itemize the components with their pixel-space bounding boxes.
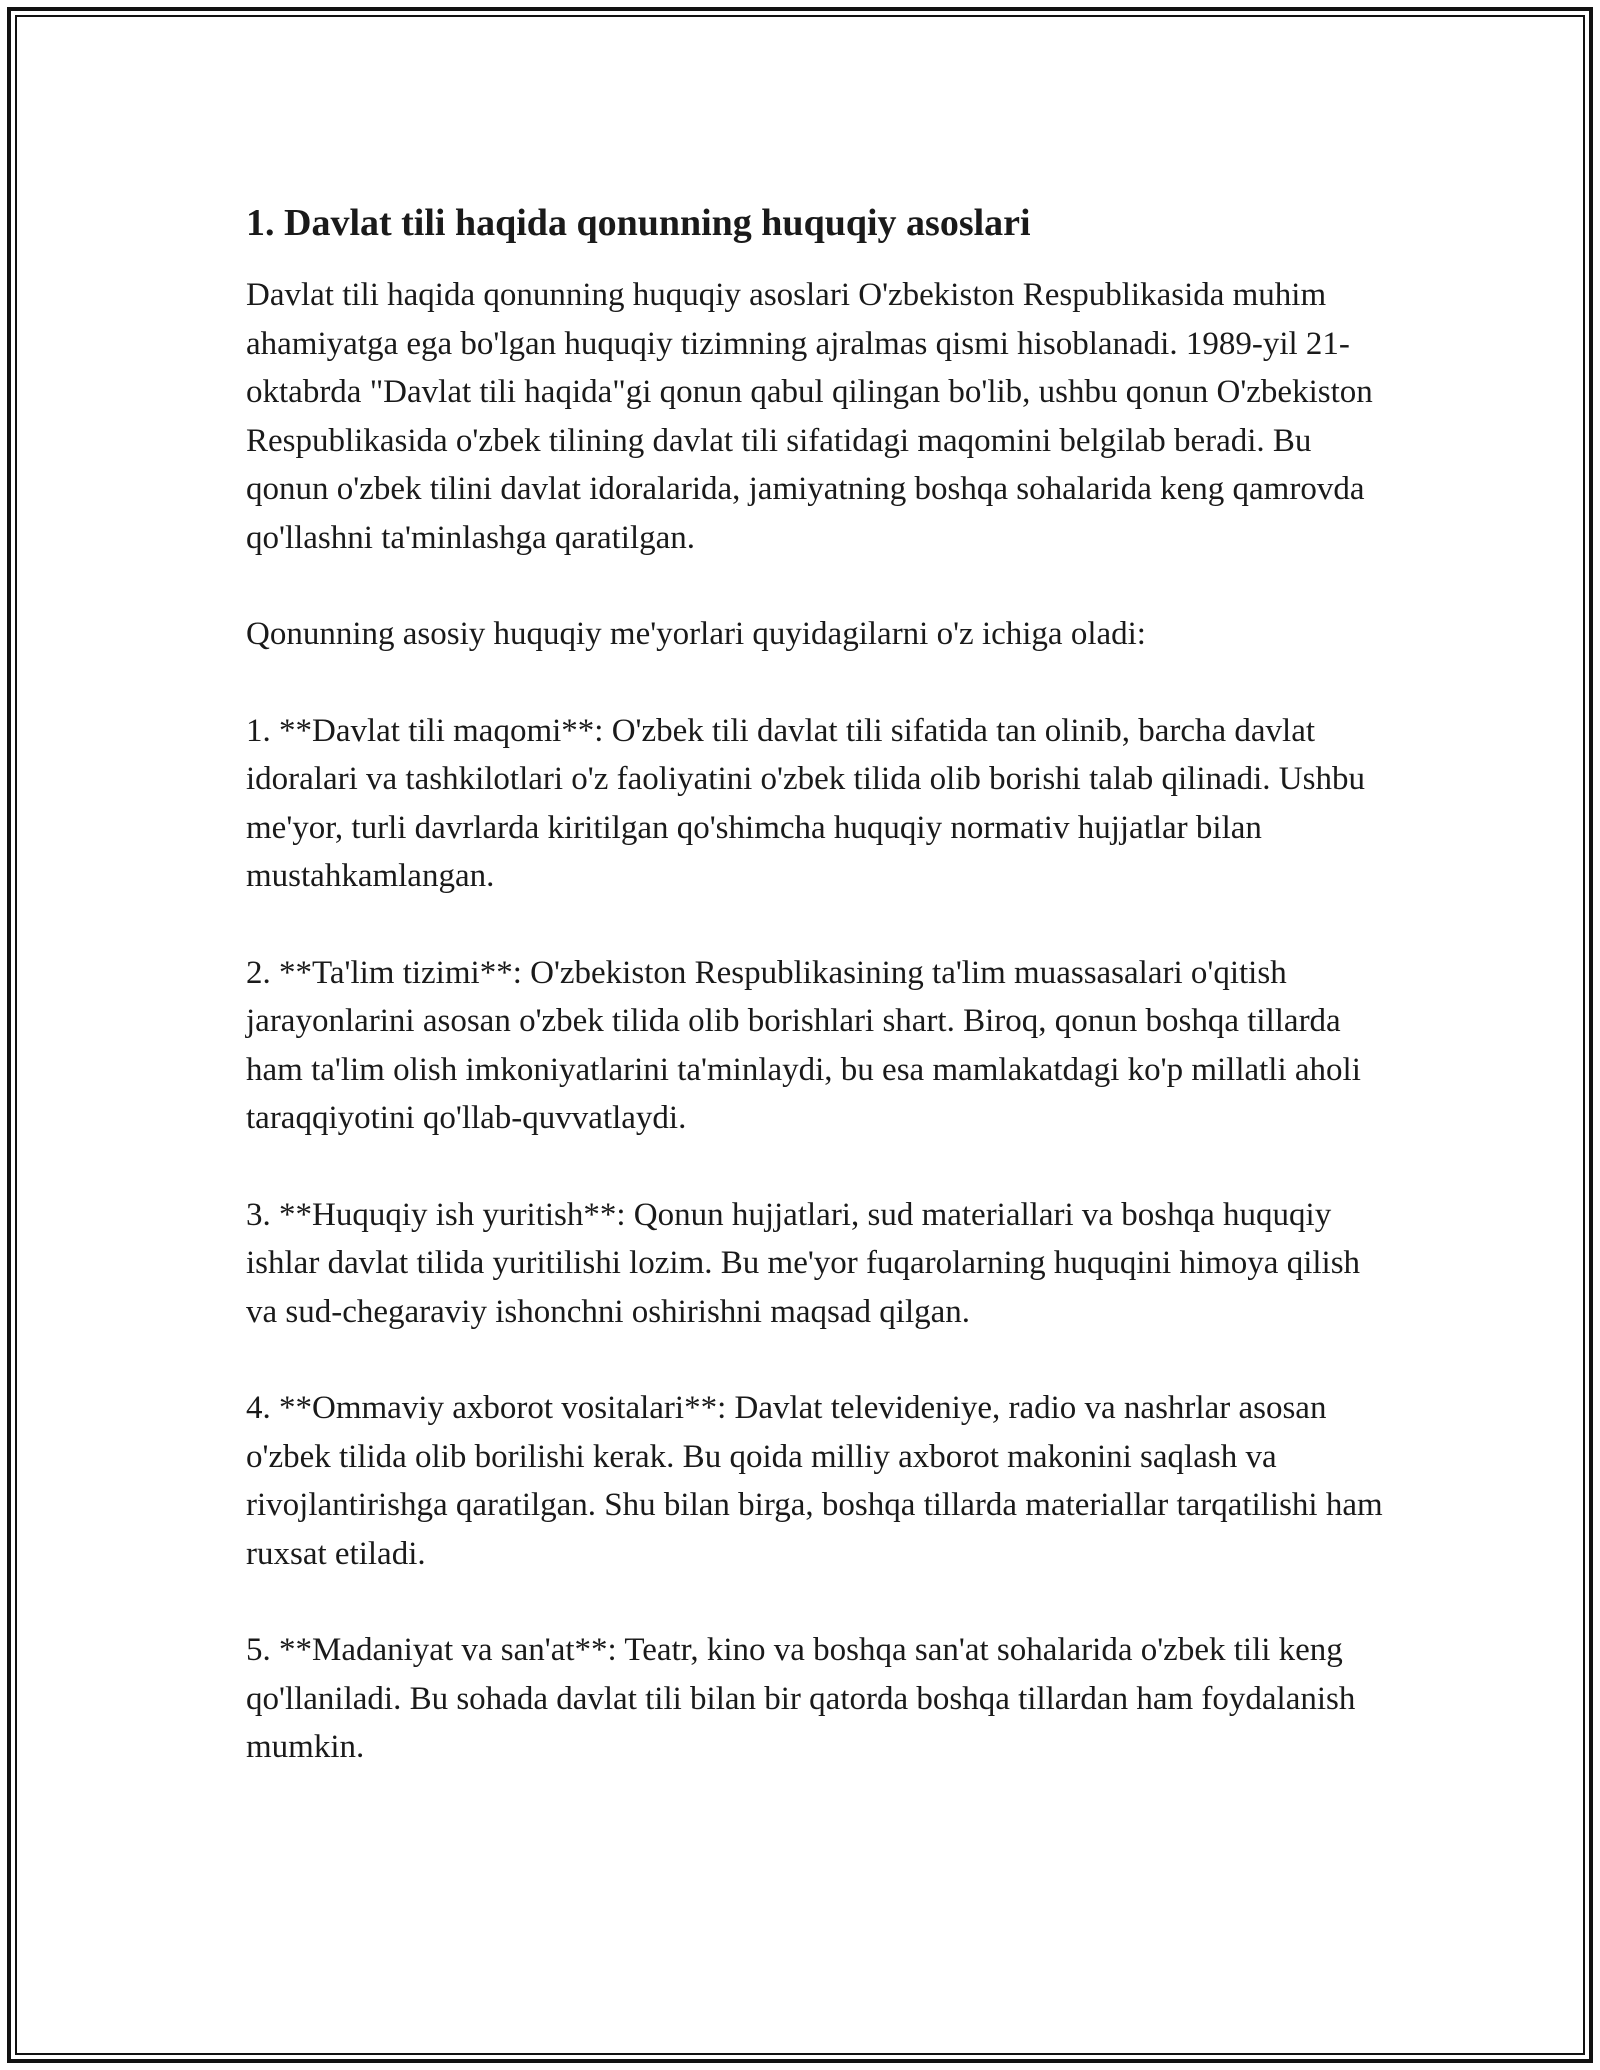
norms-lead-paragraph: Qonunning asosiy huquqiy me'yorlari quyidagilarni o'z ichiga oladi: <box>246 616 1146 652</box>
list-item-state-language-status: 1. **Davlat tili maqomi**: O'zbek tili davlat tili sifatida tan olinib, barcha davlat idoralari va tashkilotlari o'z faoliyatini o'zbek tilida olib borishi talab qilinadi. Ushbu me'yor, turli davrlarda kiritilgan qo'shimcha huquqiy normativ hujjatlar bilan mustahkamlangan. <box>246 712 1365 894</box>
page-frame <box>7 7 1593 2063</box>
document-body <box>246 197 1386 1820</box>
list-item-mass-media: 4. **Ommaviy axborot vositalari**: Davlat televideniye, radio va nashrlar asosan o'zbek tilida olib borilishi kerak. Bu qoida milliy axborot makonini saqlash va rivojlantirishga qaratilgan. Shu bilan birga, boshqa tillarda materiallar tarqatilishi ham ruxsat etiladi. <box>246 1390 1383 1572</box>
list-item-legal-proceedings: 3. **Huquqiy ish yuritish**: Qonun hujjatlari, sud materiallari va boshqa huquqiy ishlar davlat tilida yuritilishi lozim. Bu me'yor fuqarolarning huquqini himoya qilish va sud-chegaraviy ishonchni oshirishni maqsad qilgan. <box>246 1196 1361 1330</box>
section-title: 1. Davlat tili haqida qonunning huquqiy asoslari <box>246 202 1031 244</box>
intro-paragraph: Davlat tili haqida qonunning huquqiy asoslari O'zbekiston Respublikasida muhim ahamiyatga ega bo'lgan huquqiy tizimning ajralmas qismi hisoblanadi. 1989-yil 21-oktabrda "Davlat tili haqida"gi qonun qabul qilingan bo'lib, ushbu qonun O'zbekiston Respublikasida o'zbek tilining davlat tili sifatidagi maqomini belgilab beradi. Bu qonun o'zbek tilini davlat idoralarida, jamiyatning boshqa sohalarida keng qamrovda qo'llashni ta'minlashga qaratilgan. <box>246 277 1373 556</box>
list-item-culture-and-art: 5. **Madaniyat va san'at**: Teatr, kino va boshqa san'at sohalarida o'zbek tili keng qo'llaniladi. Bu sohada davlat tili bilan bir qatorda boshqa tillardan ham foydalanish mumkin. <box>246 1632 1356 1765</box>
list-item-education-system: 2. **Ta'lim tizimi**: O'zbekiston Respublikasining ta'lim muassasalari o'qitish jarayonlarini asosan o'zbek tilida olib borishlari shart. Biroq, qonun boshqa tillarda ham ta'lim olish imkoniyatlarini ta'minlaydi, bu esa mamlakatdagi ko'p millatli aholi taraqqiyotini qo'llab-quvvatlaydi. <box>246 954 1361 1136</box>
